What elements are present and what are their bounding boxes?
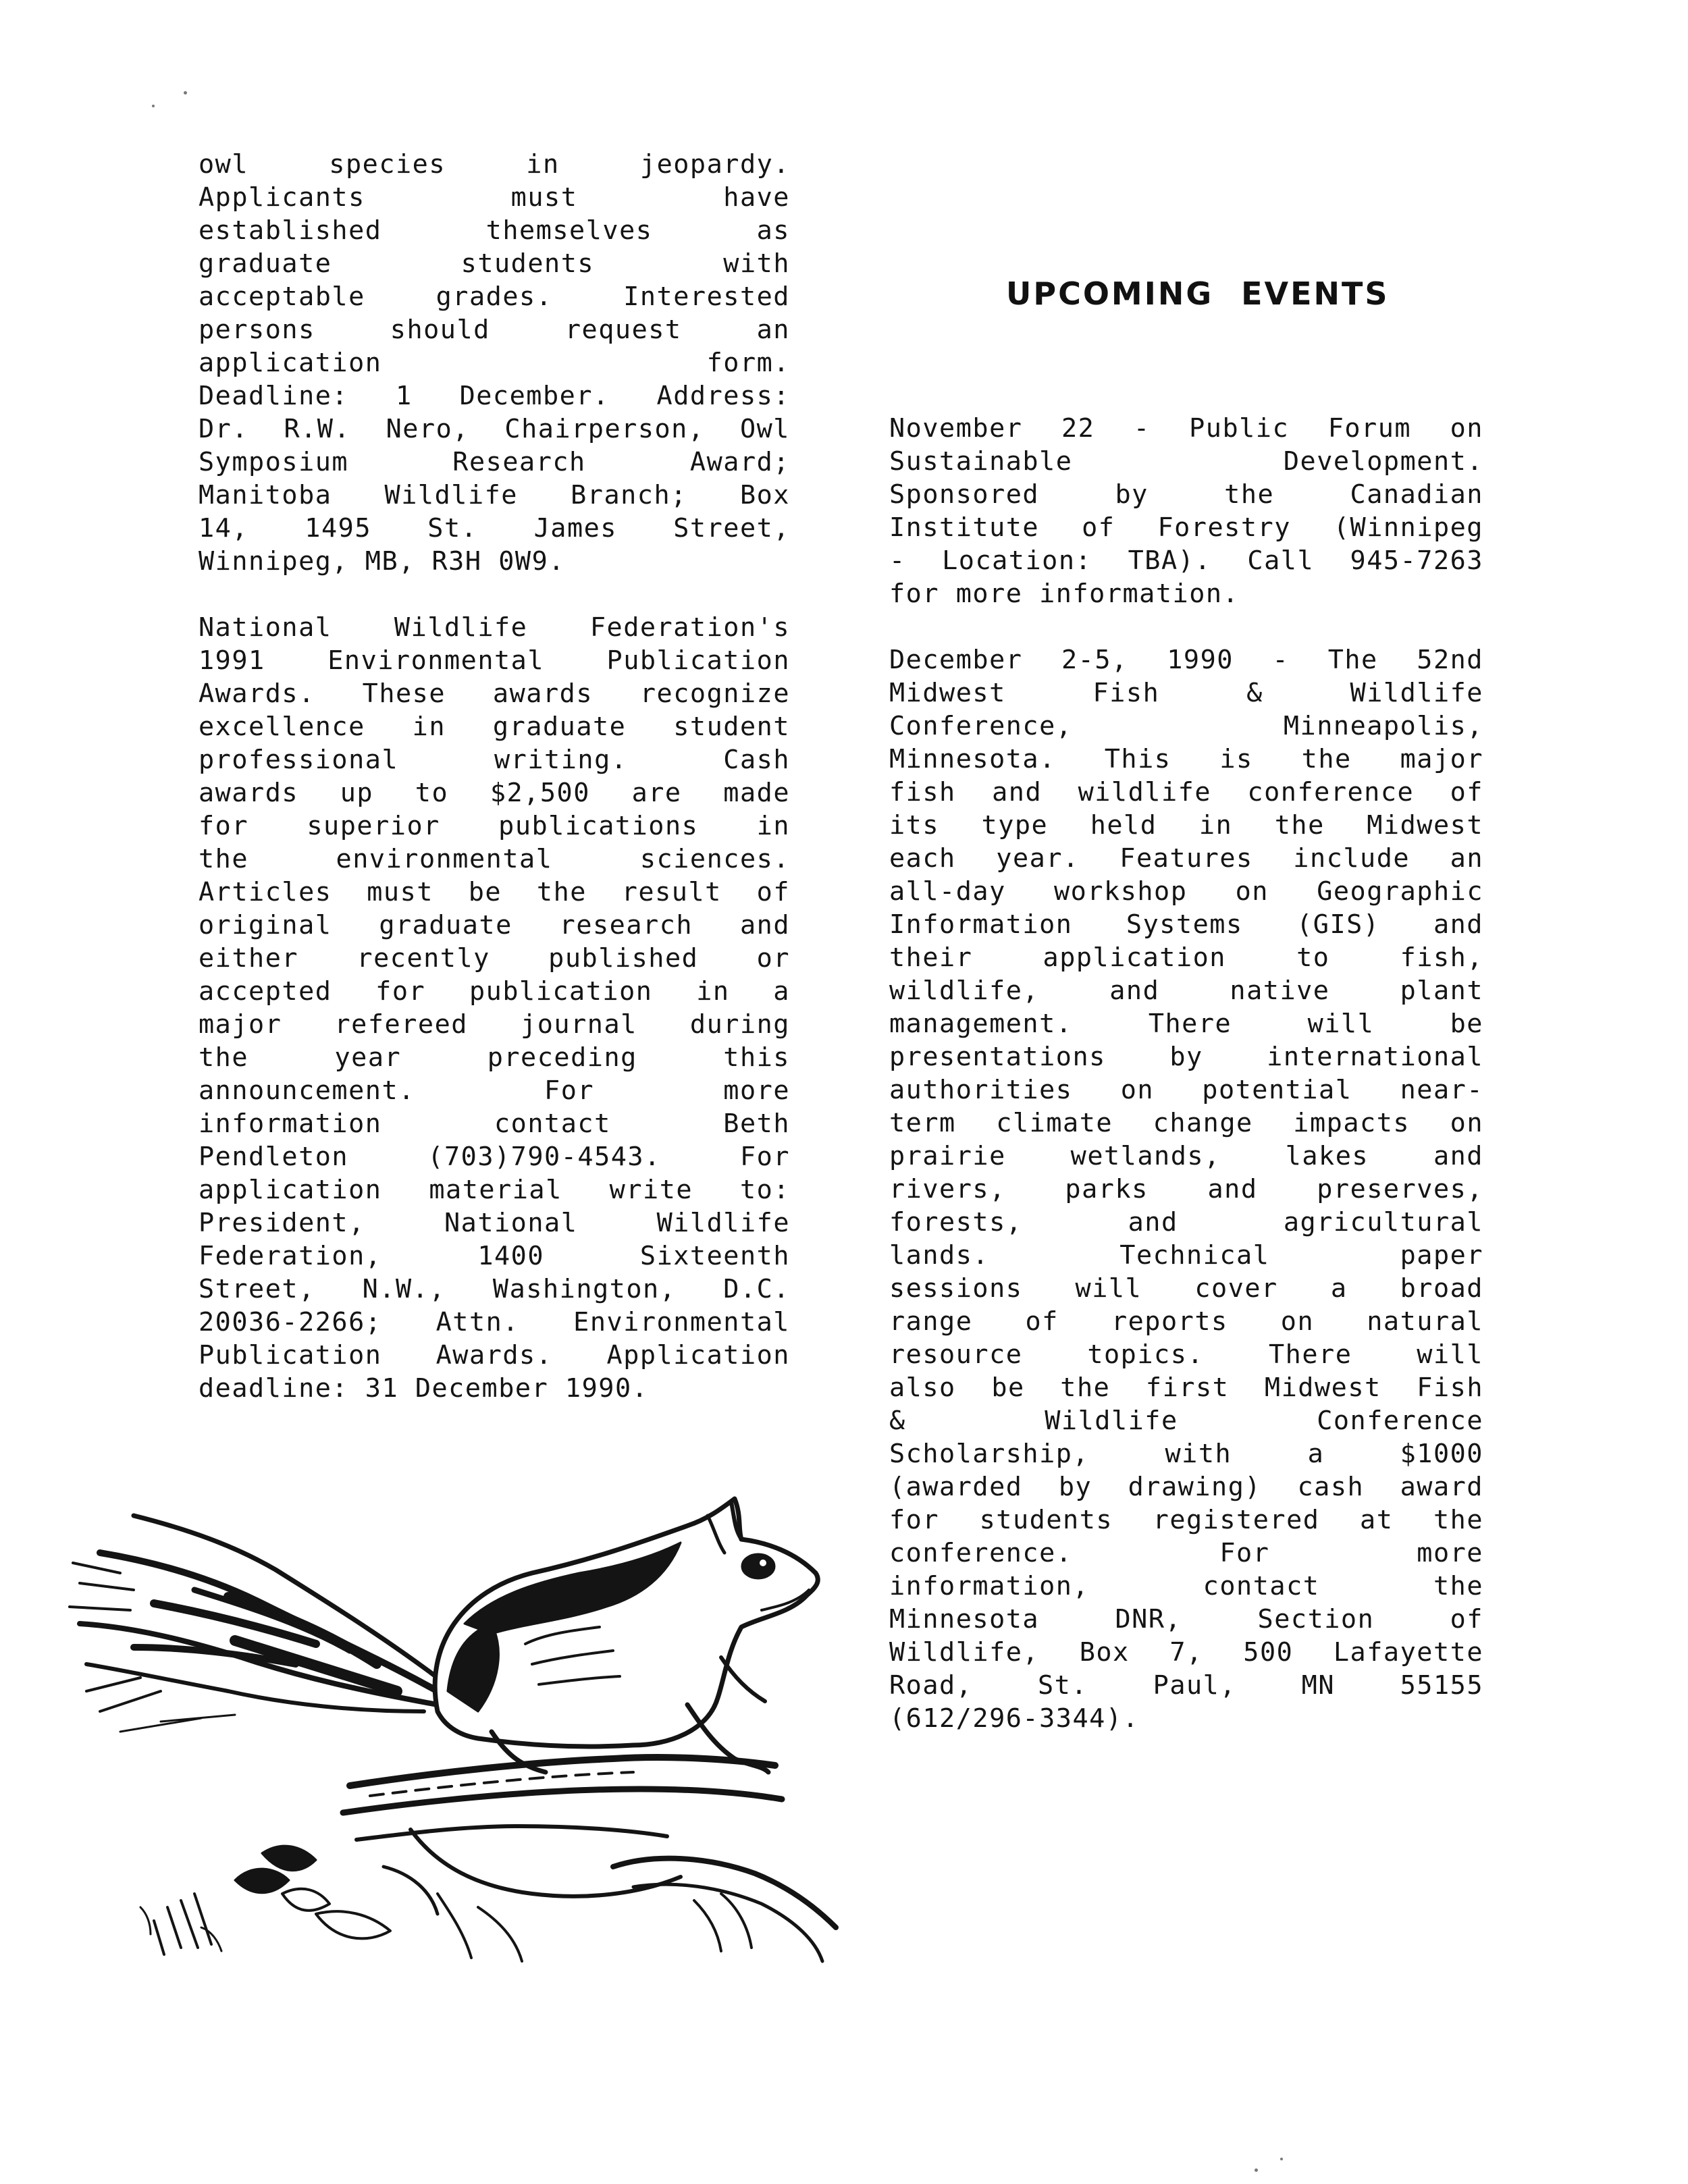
text-line: Sustainable Development. bbox=[889, 446, 1483, 477]
text-line: Wildlife, Box 7, 500 Lafayette bbox=[889, 1637, 1483, 1668]
text-line: wildlife, and native plant bbox=[889, 976, 1483, 1006]
text-line: Midwest Fish & Wildlife bbox=[889, 678, 1483, 708]
text-line: Sponsored by the Canadian bbox=[889, 479, 1483, 510]
text-line: major refereed journal during bbox=[199, 1009, 790, 1040]
text-line: conference. For more bbox=[889, 1538, 1483, 1568]
text-line: December 2-5, 1990 - The 52nd bbox=[889, 645, 1483, 675]
scan-speck bbox=[1280, 2158, 1283, 2160]
text-line: 20036-2266; Attn. Environmental bbox=[199, 1307, 790, 1337]
text-line: original graduate research and bbox=[199, 910, 790, 940]
text-line: information contact Beth bbox=[199, 1109, 790, 1139]
text-line: Applicants must have bbox=[199, 182, 790, 213]
text-line: sessions will cover a broad bbox=[889, 1273, 1483, 1304]
text-line: Pendleton (703)790-4543. For bbox=[199, 1142, 790, 1172]
text-line: Minnesota DNR, Section of bbox=[889, 1604, 1483, 1634]
text-line: November 22 - Public Forum on bbox=[889, 413, 1483, 444]
squirrel-on-branch-icon bbox=[59, 1489, 870, 1988]
text-line: 14, 1495 St. James Street, bbox=[199, 513, 790, 543]
text-line: acceptable grades. Interested bbox=[199, 282, 790, 312]
text-line: Information Systems (GIS) and bbox=[889, 909, 1483, 940]
text-line: Articles must be the result of bbox=[199, 877, 790, 907]
text-line: Institute of Forestry (Winnipeg bbox=[889, 512, 1483, 543]
text-line: Awards. These awards recognize bbox=[199, 678, 790, 709]
right-text-column bbox=[889, 412, 1483, 1735]
text-line: Street, N.W., Washington, D.C. bbox=[199, 1274, 790, 1304]
scan-speck bbox=[1255, 2168, 1258, 2172]
text-line: 1991 Environmental Publication bbox=[199, 645, 790, 676]
text-line: Publication Awards. Application bbox=[199, 1340, 790, 1370]
text-line: Conference, Minneapolis, bbox=[889, 711, 1483, 741]
text-line: Road, St. Paul, MN 55155 bbox=[889, 1670, 1483, 1701]
text-line: accepted for publication in a bbox=[199, 976, 790, 1007]
text-line: all-day workshop on Geographic bbox=[889, 876, 1483, 907]
text-line: for more information. bbox=[889, 579, 1240, 609]
text-line: Minnesota. This is the major bbox=[889, 744, 1483, 774]
text-line: Winnipeg, MB, R3H 0W9. bbox=[199, 546, 565, 577]
text-line: established themselves as bbox=[199, 215, 790, 246]
nwf-awards-paragraph bbox=[199, 611, 790, 1405]
text-line: authorities on potential near- bbox=[889, 1075, 1483, 1105]
text-line: Dr. R.W. Nero, Chairperson, Owl bbox=[199, 414, 790, 444]
text-line: persons should request an bbox=[199, 315, 790, 345]
text-line: also be the first Midwest Fish bbox=[889, 1373, 1483, 1403]
text-line: for superior publications in bbox=[199, 811, 790, 841]
text-line: its type held in the Midwest bbox=[889, 810, 1483, 841]
text-line: range of reports on natural bbox=[889, 1306, 1483, 1337]
text-line: excellence in graduate student bbox=[199, 712, 790, 742]
text-line: Symposium Research Award; bbox=[199, 447, 790, 477]
text-line: announcement. For more bbox=[199, 1075, 790, 1106]
text-line: owl species in jeopardy. bbox=[199, 149, 790, 180]
text-line: deadline: 31 December 1990. bbox=[199, 1373, 649, 1404]
midwest-conference-event bbox=[889, 643, 1483, 1735]
text-line: professional writing. Cash bbox=[199, 745, 790, 775]
text-line: management. There will be bbox=[889, 1009, 1483, 1039]
text-line: application form. bbox=[199, 348, 790, 378]
text-line: prairie wetlands, lakes and bbox=[889, 1141, 1483, 1171]
text-line: Scholarship, with a $1000 bbox=[889, 1439, 1483, 1469]
scan-speck bbox=[184, 91, 187, 95]
owl-award-paragraph bbox=[199, 148, 790, 578]
text-line: fish and wildlife conference of bbox=[889, 777, 1483, 807]
text-line: graduate students with bbox=[199, 248, 790, 279]
text-line: & Wildlife Conference bbox=[889, 1406, 1483, 1436]
text-line: rivers, parks and preserves, bbox=[889, 1174, 1483, 1204]
text-line: information, contact the bbox=[889, 1571, 1483, 1601]
text-line: Deadline: 1 December. Address: bbox=[199, 381, 790, 411]
text-line: National Wildlife Federation's bbox=[199, 612, 790, 643]
text-line: each year. Features include an bbox=[889, 843, 1483, 874]
text-line: President, National Wildlife bbox=[199, 1208, 790, 1238]
text-line: - Location: TBA). Call 945-7263 bbox=[889, 545, 1483, 576]
scan-speck bbox=[152, 105, 155, 107]
text-line: (awarded by drawing) cash award bbox=[889, 1472, 1483, 1502]
text-line: application material write to: bbox=[199, 1175, 790, 1205]
text-line: the year preceding this bbox=[199, 1042, 790, 1073]
public-forum-event bbox=[889, 412, 1483, 610]
text-line: presentations by international bbox=[889, 1042, 1483, 1072]
text-line: awards up to $2,500 are made bbox=[199, 778, 790, 808]
text-line: Federation, 1400 Sixteenth bbox=[199, 1241, 790, 1271]
text-line: their application to fish, bbox=[889, 942, 1483, 973]
left-text-column bbox=[199, 148, 790, 1405]
text-line: resource topics. There will bbox=[889, 1339, 1483, 1370]
text-line: term climate change impacts on bbox=[889, 1108, 1483, 1138]
text-line: lands. Technical paper bbox=[889, 1240, 1483, 1271]
text-line: either recently published or bbox=[199, 943, 790, 974]
text-line: for students registered at the bbox=[889, 1505, 1483, 1535]
upcoming-events-heading: UPCOMING EVENTS bbox=[1006, 275, 1390, 312]
text-line: forests, and agricultural bbox=[889, 1207, 1483, 1237]
text-line: Manitoba Wildlife Branch; Box bbox=[199, 480, 790, 510]
text-line: the environmental sciences. bbox=[199, 844, 790, 874]
text-line: (612/296-3344). bbox=[889, 1703, 1140, 1734]
